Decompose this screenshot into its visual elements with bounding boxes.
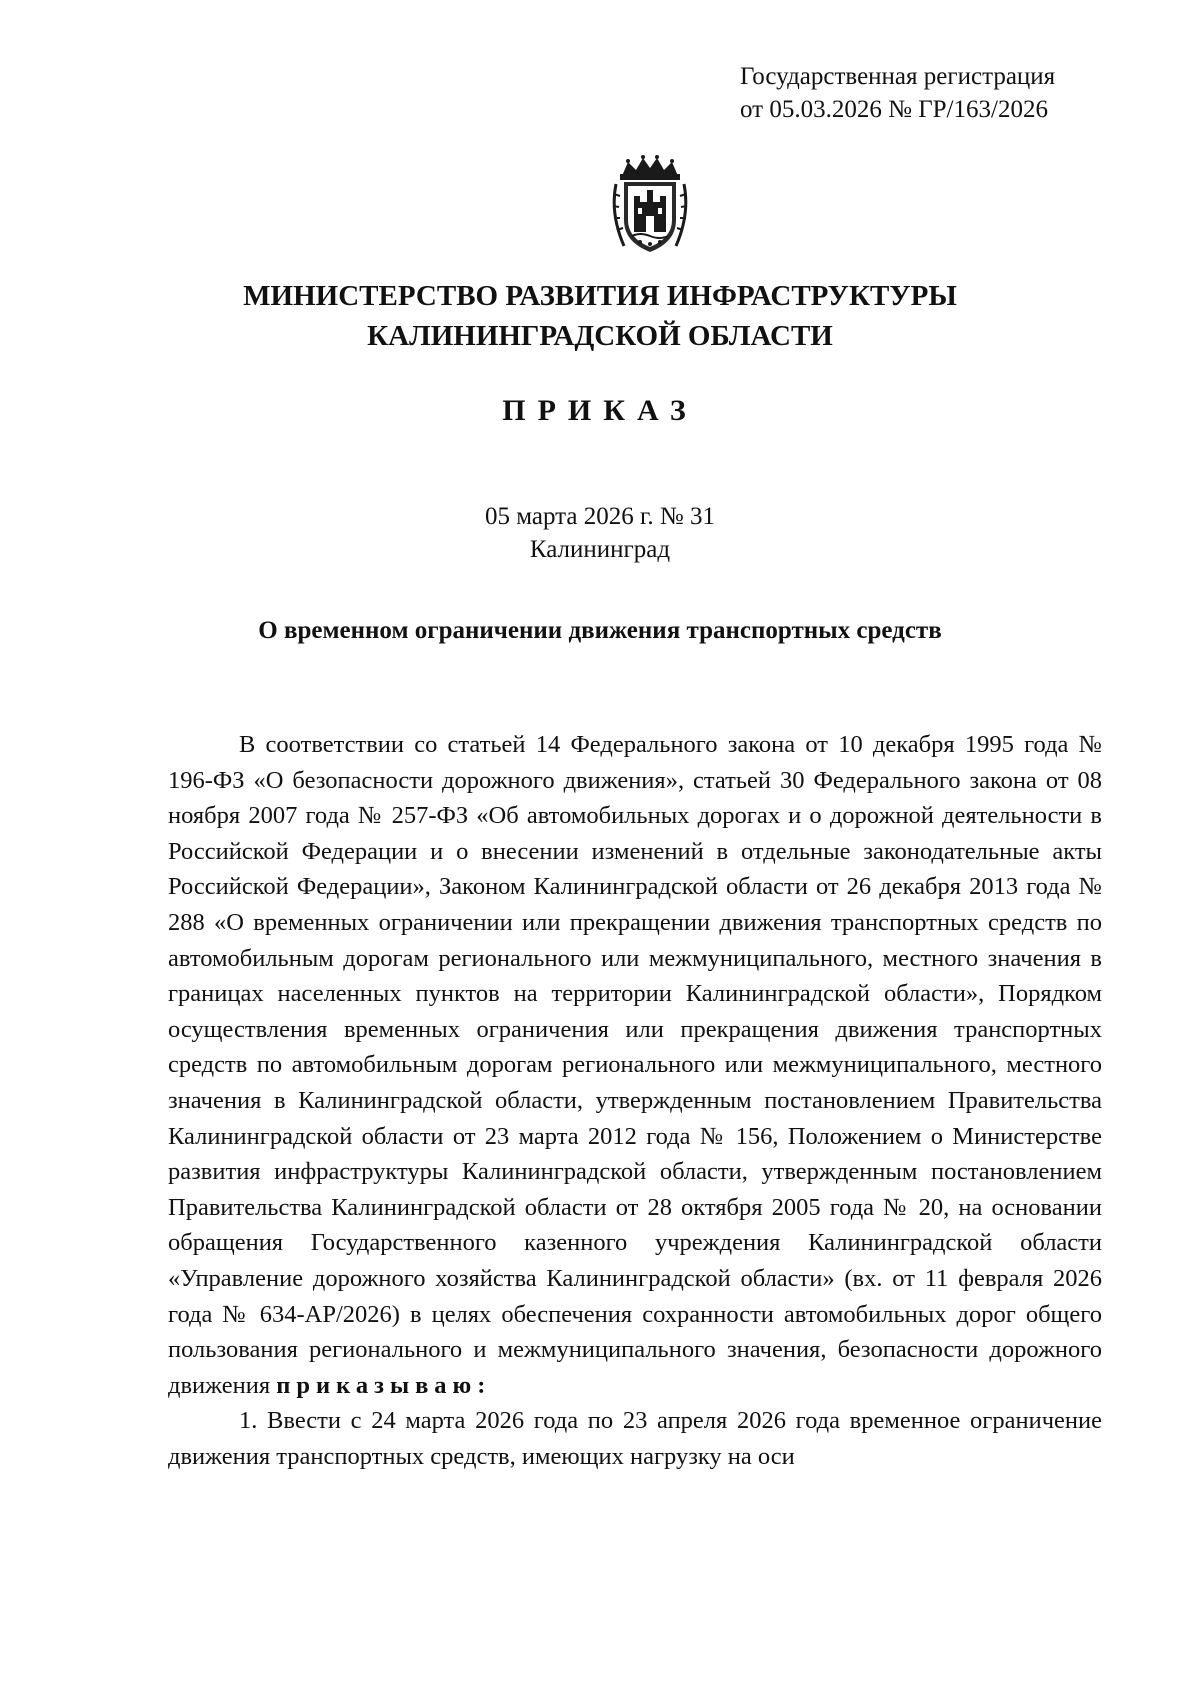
order-word: приказываю: — [276, 1371, 492, 1399]
registration-line-2: от 05.03.2026 № ГР/163/2026 — [740, 96, 1048, 123]
document-type-title: ПРИКАЗ — [502, 394, 698, 427]
ministry-name-line-2: КАЛИНИНГРАДСКОЙ ОБЛАСТИ — [367, 320, 833, 352]
ministry-name — [150, 276, 1050, 356]
item-1-paragraph: 1. Ввести с 24 марта 2026 года по 23 апреля 2026 года временное ограничение движения транспортных средств, имеющих нагрузку на оси — [168, 1407, 1102, 1470]
registration-stamp — [740, 60, 1140, 126]
order-date-number: 05 марта 2026 г. № 31 — [484, 503, 716, 530]
order-body — [168, 727, 1102, 1474]
ministry-name-line-1: МИНИСТЕРСТВО РАЗВИТИЯ ИНФРАСТРУКТУРЫ — [243, 280, 957, 312]
registration-line-1: Государственная регистрация — [740, 63, 1056, 90]
order-subject: О временном ограничении движения транспортных средств — [258, 617, 942, 644]
order-city: Калининград — [529, 536, 671, 563]
preamble-paragraph — [168, 727, 1102, 1403]
preamble-text: В соответствии со статьей 14 Федерального закона от 10 декабря 1995 года № 196-ФЗ «О безопасности дорожного движения», статьей 30 Федерального закона от 08 ноября 2007 года № 257-ФЗ «Об автомобильных дорогах и о дорожной деятельности в Российской Федерации и о внесении изменений в отдельные законодательные акты Российской Федерации», Законом Калининградской области от 26 декабря 2013 года № 288 «О временных ограничении или прекращении движения транспортных средств по автомобильным дорогам регионального или межмуниципального, местного значения в границах населенных пунктов на территории Калининградской области», Порядком осуществления временных ограничения или прекращения движения транспортных средств по автомобильным дорогам регионального или межмуниципального, местного значения в Калининградской области, утвержденным постановлением Правительства Калининградской области от 23 марта 2012 года № 156, Положением о Министерстве развития инфраструктуры Калининградской области, утвержденным постановлением Правительства Калининградской области от 28 октября 2005 года № 20, на основании обращения Государственного казенного учреждения Калининградской области «Управление дорожного хозяйства Калининградской области» (вх. от 11 февраля 2026 года № 634-АР/2026) в целях обеспечения сохранности автомобильных дорог общего пользования регионального и межмуниципального значения, безопасности дорожного движения — [168, 731, 1102, 1399]
order-date-block — [150, 500, 1050, 566]
coat-of-arms-emblem — [610, 154, 690, 260]
